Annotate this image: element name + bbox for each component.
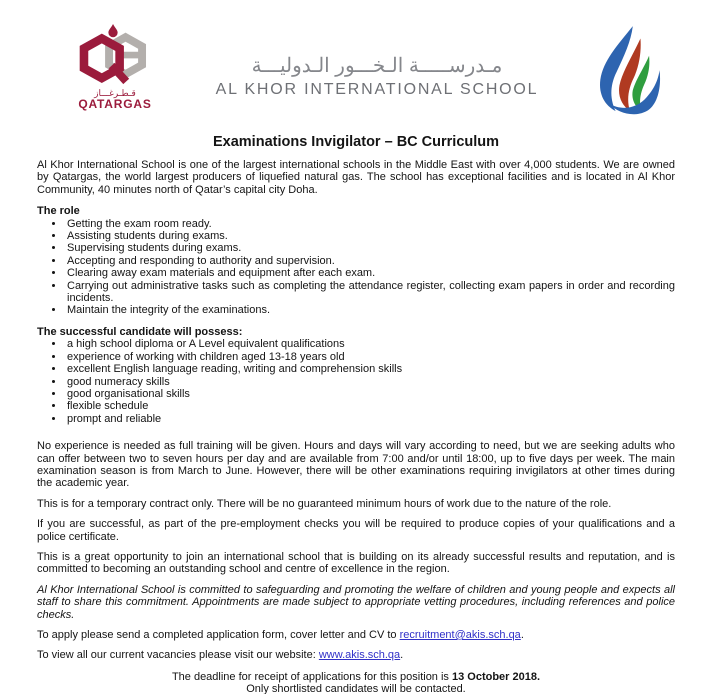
deadline-line — [37, 671, 675, 684]
list-item: • good organisational skills — [65, 388, 675, 400]
deadline-text: The deadline for receipt of applications for this position is — [171, 670, 452, 683]
role-list — [37, 218, 675, 317]
list-item: • Carrying out administrative tasks such as completing the attendance register, collecting exam papers in order and recording incidents. — [65, 280, 675, 305]
list-item: • Supervising students during exams. — [65, 242, 675, 254]
website-link[interactable]: www.akis.sch.qa — [318, 649, 401, 662]
candidate-heading: The successful candidate will possess: — [37, 325, 243, 338]
qatargas-wordmark: QATARGAS — [78, 97, 152, 111]
deadline-date: 13 October 2018. — [451, 670, 541, 683]
role-heading: The role — [37, 205, 80, 218]
school-arabic-name: مـدرســـــة الـخـــور الـدوليـــة — [251, 55, 503, 77]
checks-paragraph: If you are successful, as part of the pre-employment checks you will be required to produce copies of your qualifications and a police certificate. — [37, 518, 675, 543]
page-title: Examinations Invigilator – BC Curriculum — [212, 134, 500, 150]
apply-paragraph — [37, 629, 675, 641]
opportunity-paragraph: This is a great opportunity to join an international school that is building on its already successful results and reputation, and is committed to becoming an outstanding school and centre of excellence in the region. — [37, 550, 675, 576]
list-item: • prompt and reliable — [65, 413, 675, 425]
list-item: • experience of working with children aged 13-18 years old — [65, 351, 675, 363]
footer — [37, 671, 675, 694]
list-item: • Accepting and responding to authority and supervision. — [65, 255, 675, 267]
list-item: • Getting the exam room ready. — [65, 218, 675, 230]
header — [37, 24, 675, 124]
list-item: • Clearing away exam materials and equipment after each exam. — [65, 267, 675, 279]
candidate-list — [37, 338, 675, 425]
vacancies-text: To view all our current vacancies please visit our website: — [37, 649, 319, 662]
intro-paragraph: Al Khor International School is one of the largest international schools in the Middle East with over 4,000 students. We are owned by Qatargas, the world largest producers of liquefied natural gas. The school has exceptional facilities and is located in Al Khor Community, 40 minutes north of Qatar’s capital city Doha. — [37, 159, 675, 196]
list-item: • good numeracy skills — [65, 376, 675, 388]
safeguarding-paragraph: Al Khor International School is committed to safeguarding and promoting the welfare of children and young people and expects all staff to share this commitment. Appointments are made subject to appropriate vetting procedures, including references and police checks. — [37, 583, 675, 621]
role-section — [37, 205, 675, 317]
flame-icon — [586, 24, 672, 120]
recruitment-email-link[interactable]: recruitment@akis.sch.qa — [399, 629, 521, 641]
qatargas-arabic-text: قـطـرغـــاز — [94, 88, 136, 98]
list-item: • a high school diploma or A Level equivalent qualifications — [65, 338, 675, 350]
experience-paragraph: No experience is needed as full training will be given. Hours and days will vary according to need, but we are seeking adults who can offer between two to seven hours per day and are available from 7:00 and/or until 18:00, up to five days per week. The main examination season is from March to June. However, there will be other examinations requiring invigilators at other times during the academic year. — [37, 440, 675, 490]
school-title-block — [171, 24, 583, 100]
qatargas-logo — [59, 24, 171, 111]
contract-paragraph: This is for a temporary contract only. There will be no guaranteed minimum hours of work due to the nature of the role. — [37, 497, 612, 510]
list-item: • Maintain the integrity of the examinations. — [65, 304, 675, 316]
apply-text: To apply please send a completed application form, cover letter and CV to — [37, 629, 400, 641]
list-item: • flexible schedule — [65, 400, 675, 412]
candidate-section — [37, 326, 675, 425]
list-item: • excellent English language reading, writing and comprehension skills — [65, 363, 675, 375]
shortlist-line: Only shortlisted candidates will be contacted. — [246, 683, 466, 694]
akis-flame-logo — [583, 24, 675, 120]
vacancies-paragraph — [37, 649, 675, 661]
qatargas-logo-icon — [73, 24, 157, 90]
school-english-name: AL KHOR INTERNATIONAL SCHOOL — [215, 81, 539, 98]
vacancies-period: . — [400, 649, 404, 662]
list-item: • Assisting students during exams. — [65, 230, 675, 242]
apply-period: . — [520, 629, 524, 641]
